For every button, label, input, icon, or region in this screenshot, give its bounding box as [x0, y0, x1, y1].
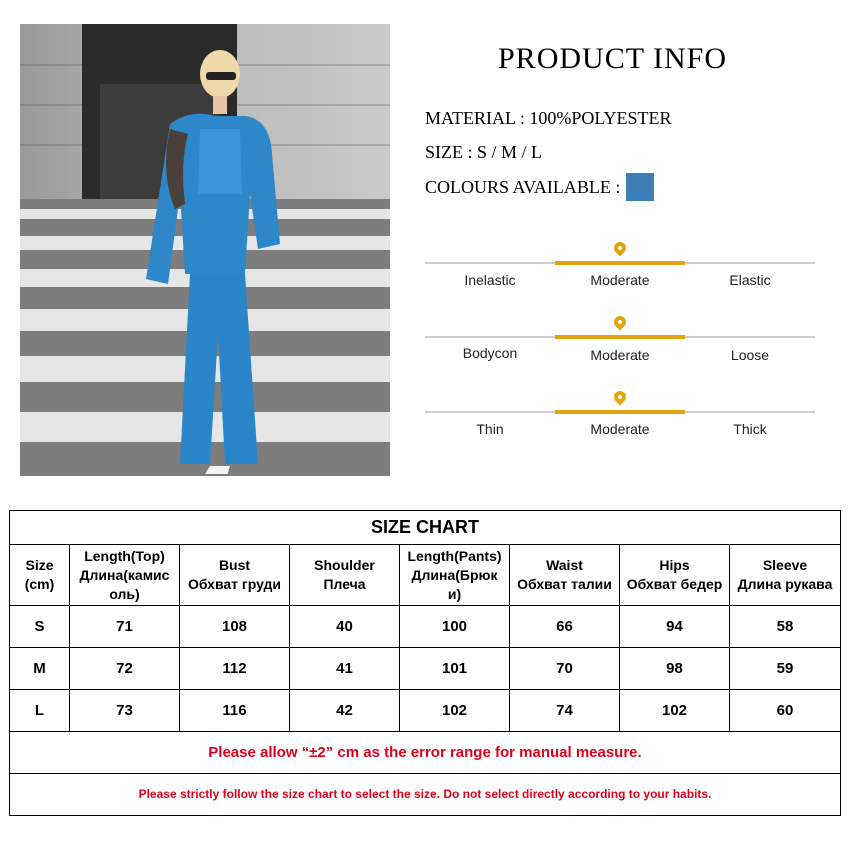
- column-header: Length(Top) Длина(камис оль): [70, 545, 180, 606]
- table-cell: 73: [70, 690, 180, 732]
- product-photo: [20, 24, 390, 476]
- measurement-error-note: Please allow “±2” cm as the error range for manual measure.: [10, 732, 841, 774]
- size-chart-header-row: [10, 545, 841, 606]
- material-text: MATERIAL : 100%POLYESTER: [425, 108, 672, 128]
- table-cell: 72: [70, 648, 180, 690]
- table-cell: 59: [730, 648, 841, 690]
- table-cell: 112: [180, 648, 290, 690]
- colours-text: COLOURS AVAILABLE :: [425, 177, 621, 198]
- table-row: [10, 690, 841, 732]
- column-header: Sleeve Длина рукава: [730, 545, 841, 606]
- table-cell: L: [10, 690, 70, 732]
- table-cell: 98: [620, 648, 730, 690]
- table-cell: 74: [510, 690, 620, 732]
- size-selection-note: Please strictly follow the size chart to select the size. Do not select directly according to your habits.: [10, 774, 841, 816]
- table-cell: 60: [730, 690, 841, 732]
- table-cell: 101: [400, 648, 510, 690]
- column-header: Size (cm): [10, 545, 70, 606]
- table-row: [10, 606, 841, 648]
- column-header: Waist Обхват талии: [510, 545, 620, 606]
- column-header: Hips Обхват бедер: [620, 545, 730, 606]
- product-info-title: PRODUCT INFO: [498, 42, 727, 75]
- column-header: Shoulder Плеча: [290, 545, 400, 606]
- scale-highlight: [555, 410, 685, 414]
- scale-label-mid: Moderate: [590, 347, 650, 363]
- table-cell: 94: [620, 606, 730, 648]
- scale-highlight: [555, 261, 685, 265]
- table-cell: 100: [400, 606, 510, 648]
- scale-label-right: Loose: [730, 347, 770, 363]
- table-cell: 58: [730, 606, 841, 648]
- scale-label-mid: Moderate: [590, 421, 650, 437]
- table-cell: 41: [290, 648, 400, 690]
- table-cell: 108: [180, 606, 290, 648]
- scale-label-left: Thin: [476, 421, 504, 437]
- scale-label-left: Bodycon: [462, 345, 518, 361]
- scale-label-right: Elastic: [729, 272, 771, 288]
- table-cell: 42: [290, 690, 400, 732]
- size-chart-title: SIZE CHART: [10, 511, 841, 545]
- column-header: Length(Pants) Длина(Брюк и): [400, 545, 510, 606]
- thickness-scale: [425, 411, 815, 471]
- table-cell: 71: [70, 606, 180, 648]
- table-cell: 116: [180, 690, 290, 732]
- table-cell: S: [10, 606, 70, 648]
- colours-row: [425, 175, 654, 203]
- scale-label-left: Inelastic: [464, 272, 516, 288]
- size-text: SIZE : S / M / L: [425, 142, 543, 162]
- table-cell: 40: [290, 606, 400, 648]
- table-cell: 102: [620, 690, 730, 732]
- table-cell: M: [10, 648, 70, 690]
- table-cell: 102: [400, 690, 510, 732]
- colour-swatch-blue: [626, 173, 654, 201]
- elasticity-scale: [425, 262, 815, 322]
- size-chart-table: [9, 510, 841, 816]
- scale-highlight: [555, 335, 685, 339]
- table-row: [10, 648, 841, 690]
- scale-label-mid: Moderate: [590, 272, 650, 288]
- scale-label-right: Thick: [733, 421, 767, 437]
- location-pin-icon: [612, 240, 629, 257]
- table-cell: 70: [510, 648, 620, 690]
- model-figure: [130, 34, 290, 474]
- column-header: Bust Обхват груди: [180, 545, 290, 606]
- fit-scale: [425, 336, 815, 396]
- table-cell: 66: [510, 606, 620, 648]
